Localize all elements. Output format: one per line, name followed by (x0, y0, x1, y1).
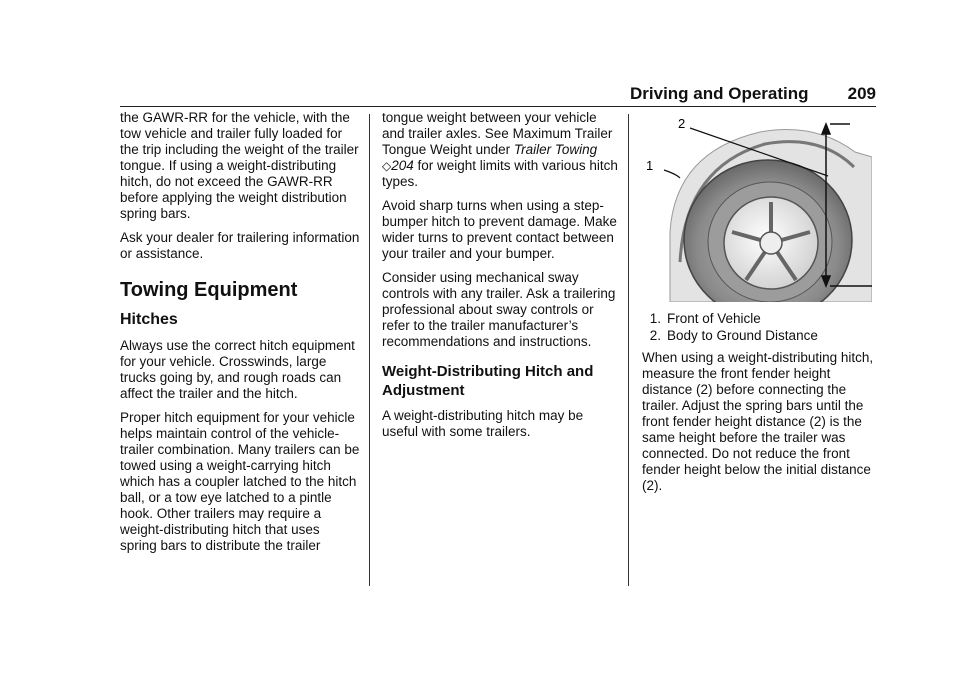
callout-1-leader (664, 170, 680, 178)
cross-reference-link[interactable]: Trailer Towing (513, 142, 598, 157)
legend-label: Front of Vehicle (667, 311, 761, 326)
column-1 (120, 110, 360, 562)
paragraph: Avoid sharp turns when using a step-bumper hitch to prevent damage. Make wider turns to prevent contact between your trailer and your bumper. (382, 198, 617, 261)
page-reference[interactable]: 204 (391, 158, 414, 173)
wheel-hub (760, 232, 782, 254)
subheading-weight-distributing: Weight-Distributing Hitch and Adjustment (382, 363, 594, 399)
paragraph: the GAWR-RR for the vehicle, with the tow vehicle and trailer fully loaded for the trip including the weight of the trailer tongue. If using a weight-distributing hitch, do not exceed the GAWR-RR before applying the weight distribution spring bars. (120, 110, 359, 221)
paragraph: Proper hitch equipment for your vehicle helps maintain control of the vehicle-trailer combination. Many trailers can be towed using a weight-carrying hitch which has a coupler latched to the hitch ball, or a tow eye latched to a pintle hook. Other trailers may require a weight-distributing hitch that uses spring bars to distribute the trailer (120, 410, 360, 553)
column-divider-1 (369, 114, 370, 586)
page-header (630, 84, 876, 106)
column-divider-2 (628, 114, 629, 586)
text-run: for weight limits with various hitch types. (382, 158, 618, 189)
legend-item (647, 310, 818, 327)
section-heading: Towing Equipment (120, 279, 298, 301)
paragraph: When using a weight-distributing hitch, measure the front fender height distance (2) before connecting the trailer. Adjust the spring bars until the front fender height distance (2) is the same height before the trailer was connected. Do not reduce the front fender height below the initial distance (2). (642, 350, 874, 493)
callout-2-label: 2 (678, 116, 686, 131)
subheading-hitches: Hitches (120, 311, 178, 328)
paragraph: Ask your dealer for trailering information or assistance. (120, 230, 360, 261)
column-3 (642, 350, 878, 494)
fender-height-diagram (640, 112, 872, 302)
legend-label: Body to Ground Distance (667, 328, 818, 343)
legend-number: 1. (649, 311, 661, 326)
callout-1-label: 1 (646, 158, 654, 173)
column-2 (382, 110, 622, 448)
paragraph: Consider using mechanical sway controls with any trailer. Ask a trailering professional about sway controls or refer to the trailer manufacturer’s recommendations and instructions. (382, 270, 616, 349)
figure-legend (645, 310, 818, 344)
page-reference-icon: ◇ (382, 159, 392, 173)
paragraph (382, 110, 622, 190)
page-number: 209 (847, 84, 876, 103)
legend-item (647, 327, 818, 344)
paragraph: Always use the correct hitch equipment for your vehicle. Crosswinds, large trucks going by, and rough roads can affect the trailer and the hitch. (120, 338, 355, 401)
text-run: tongue weight between your vehicle and trailer axles. See Maximum Trailer Tongue Weight under (382, 110, 613, 157)
paragraph: A weight-distributing hitch may be useful with some trailers. (382, 408, 584, 439)
section-title: Driving and Operating (630, 84, 809, 103)
legend-number: 2. (649, 328, 661, 343)
header-rule (120, 106, 876, 107)
